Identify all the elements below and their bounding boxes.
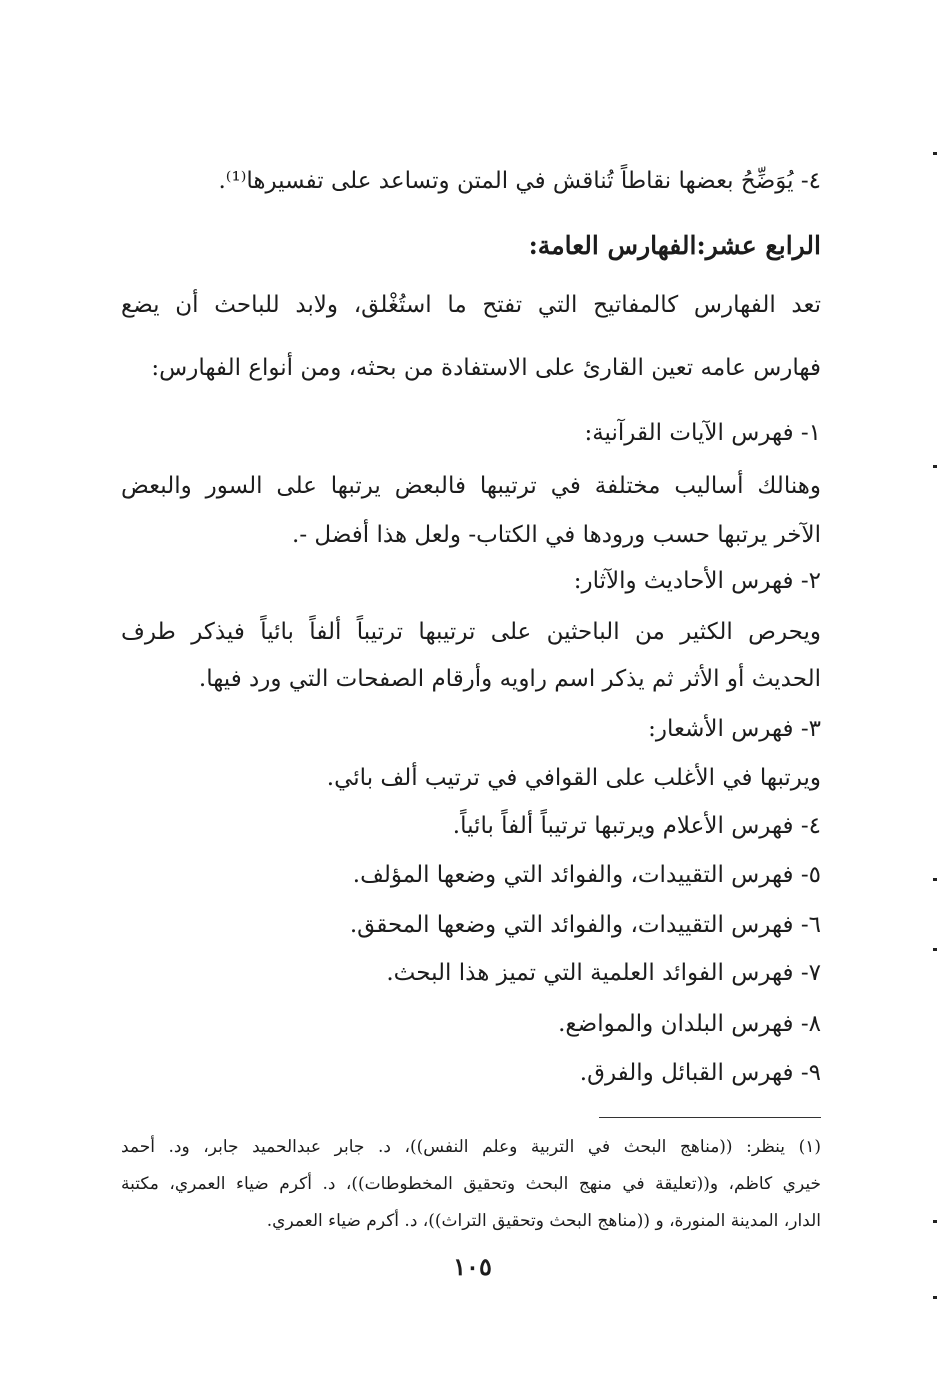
text-line: ٤- يُوَضِّحُ بعضها نقاطاً تُناقش في المتن وتساعد على تفسيرها⁽¹⁾. <box>218 168 821 194</box>
scan-mark <box>933 878 937 881</box>
paragraph-line: فهارس عامه تعين القارئ على الاستفادة من بحثه، ومن أنواع الفهارس: <box>151 355 821 381</box>
list-item: ٩- فهرس القبائل والفرق. <box>579 1060 821 1086</box>
list-item: ٨- فهرس البلدان والمواضع. <box>558 1011 821 1037</box>
scan-mark <box>933 465 937 468</box>
list-item-heading: ١- فهرس الآيات القرآنية: <box>584 420 821 446</box>
paragraph-line: الحديث أو الأثر ثم يذكر اسم راويه وأرقام الصفحات التي ورد فيها. <box>198 666 821 692</box>
list-item: ٤- فهرس الأعلام ويرتبها ترتيباً ألفاً بائياً. <box>452 813 821 839</box>
scan-mark <box>933 948 937 951</box>
scan-mark <box>933 1296 937 1299</box>
footnote-separator <box>599 1117 821 1118</box>
paragraph-line: تعد الفهارس كالمفاتيح التي تفتح ما استُغْلق، ولابد للباحث أن يضع <box>121 292 821 318</box>
page-number: ١٠٥ <box>453 1252 492 1281</box>
section-heading: الرابع عشر:الفهارس العامة: <box>528 231 821 260</box>
list-item: ٥- فهرس التقييدات، والفوائد التي وضعها المؤلف. <box>352 862 821 888</box>
list-item-heading: ٢- فهرس الأحاديث والآثار: <box>573 568 821 594</box>
main-text <box>121 0 821 1377</box>
paragraph-line: وهنالك أساليب مختلفة في ترتيبها فالبعض يرتبها على السور والبعض <box>121 473 821 499</box>
list-item: ٦- فهرس التقييدات، والفوائد التي وضعها المحقق. <box>349 912 821 938</box>
footnote-line: الدار، المدينة المنورة، و ((مناهج البحث وتحقيق التراث))، د. أكرم ضياء العمري. <box>266 1211 821 1231</box>
paragraph-line: ويحرص الكثير من الباحثين على ترتيبها ترتيباً ألفاً بائياً فيذكر طرف <box>121 619 821 645</box>
paragraph-line: ويرتبها في الأغلب على القوافي في ترتيب ألف بائي. <box>326 765 821 791</box>
paragraph-line: الآخر يرتبها حسب ورودها في الكتاب- ولعل هذا أفضل -. <box>292 522 821 548</box>
scan-mark <box>933 152 937 155</box>
scan-mark <box>933 1220 937 1223</box>
footnote-line: خيري كاظم، و((تعليقة في منهج البحث وتحقيق المخطوطات))، د. أكرم ضياء العمري، مكتبة <box>121 1174 821 1194</box>
list-item-heading: ٣- فهرس الأشعار: <box>648 716 821 742</box>
list-item: ٧- فهرس الفوائد العلمية التي تميز هذا البحث. <box>386 960 821 986</box>
footnote-line: (١) ينظر: ((مناهج البحث في التربية وعلم النفس))، د. جابر عبدالحميد جابر، ود. أحمد <box>121 1137 821 1157</box>
